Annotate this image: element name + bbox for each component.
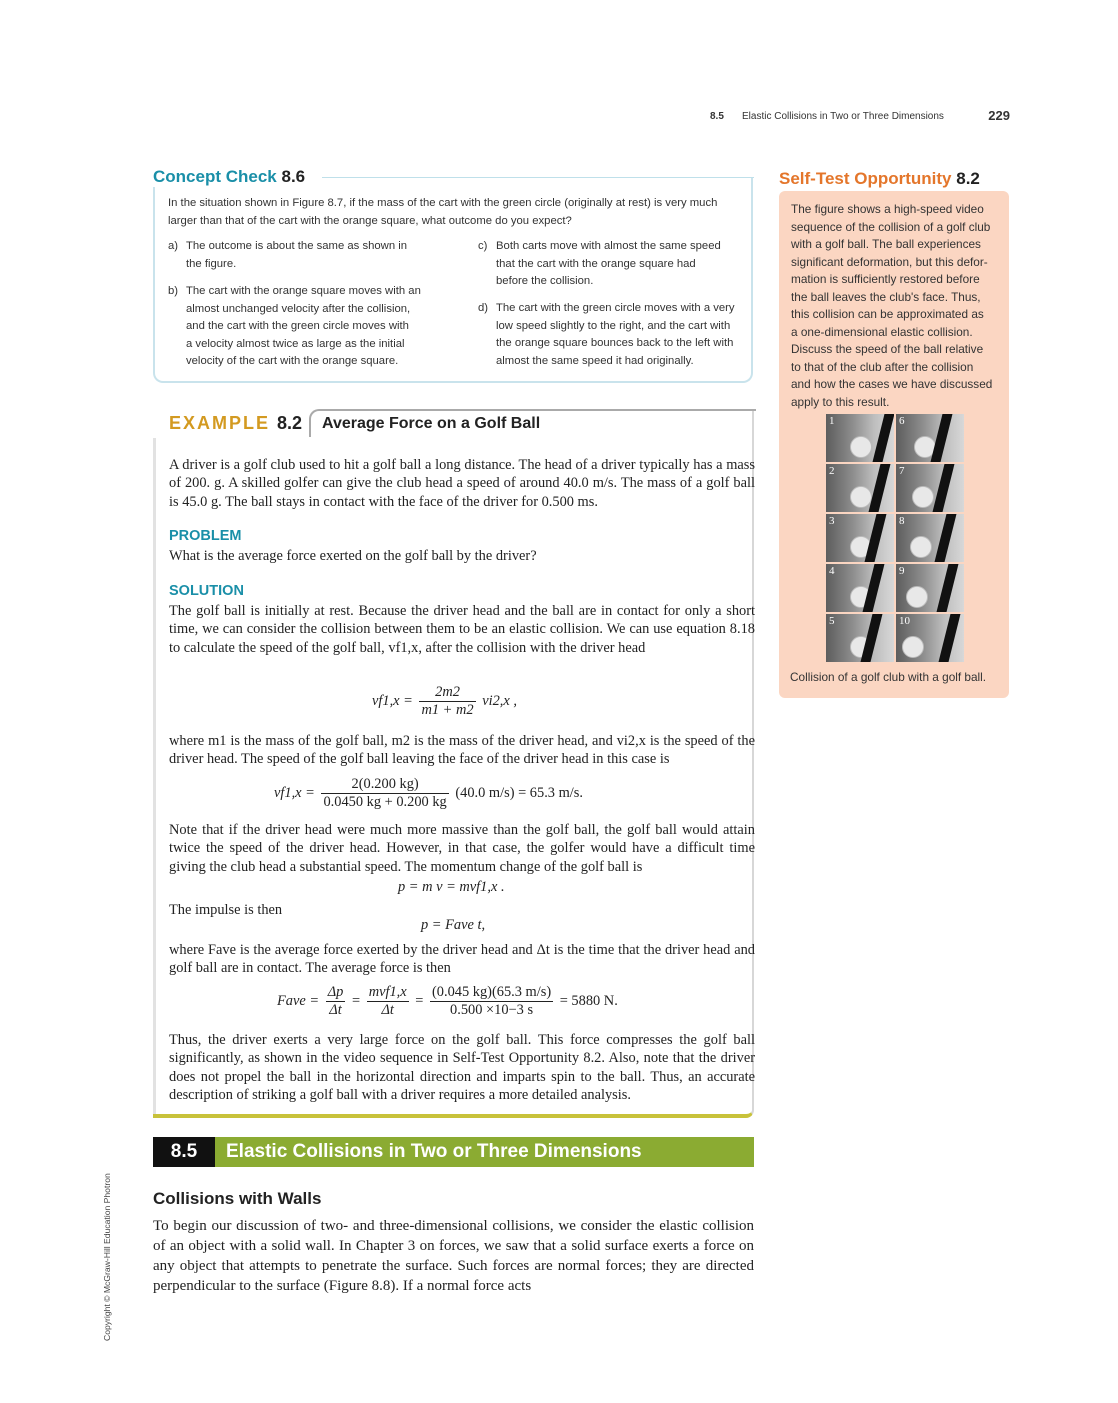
- concept-check-rule: [322, 177, 754, 178]
- frame-number: 10: [899, 615, 910, 627]
- option-a: [168, 238, 458, 274]
- problem-text: What is the average force exerted on the golf ball by the driver?: [169, 548, 537, 564]
- option-line: a velocity almost twice as large as the initial: [186, 337, 405, 350]
- solution-paragraph-4: where Fave is the average force exerted by the driver head and Δt is the time that the driver head and golf ball are in contact. The average force is then: [169, 942, 755, 977]
- eq2-rhs: (40.0 m/s) = 65.3 m/s.: [455, 784, 583, 801]
- concept-check-number: 8.6: [281, 167, 306, 186]
- equals-sign: =: [351, 992, 361, 1009]
- eq1-lhs: vf1,x =: [372, 692, 413, 709]
- self-test-line: with a golf ball. The ball experiences: [791, 237, 981, 251]
- copyright-credit: Copyright © McGraw-Hill Education Photron: [102, 1173, 112, 1341]
- self-test-line: mation is sufficiently restored before: [791, 272, 980, 286]
- equation-2: [274, 776, 583, 811]
- self-test-line: to that of the club after the collision: [791, 359, 974, 374]
- example-conclusion: Thus, the driver exerts a very large force on the golf ball. This force compresses the golf ball significantly, as shown in the video sequence in Self-Test Opportunity 8.2. Also, note that the driver does not propel the ball in the horizontal direction and imparts spin to the ball. Thus, an accurate description of striking a golf ball with a driver requires a more detailed analysis.: [169, 1032, 755, 1103]
- eq1-rhs: vi2,x ,: [482, 692, 517, 709]
- example-left-rule: [153, 438, 156, 1114]
- option-d: [478, 300, 748, 372]
- video-frame: [896, 564, 964, 612]
- section-number: 8.5: [170, 1141, 198, 1162]
- video-frame: [826, 614, 894, 662]
- video-frame: [826, 514, 894, 562]
- eq1-num: 2m2: [419, 684, 475, 702]
- frame-number: 7: [899, 465, 905, 477]
- eq5-f2-den: Δt: [381, 1002, 394, 1018]
- option-line: before the collision.: [496, 275, 594, 287]
- solution-paragraph-3: Note that if the driver head were much more massive than the golf ball, the golf ball would attain twice the speed of the driver head. However, in that case, the golfer would have a difficult time giving the club head a substantial speed. The momentum change of the golf ball is: [169, 822, 755, 875]
- self-test-line: apply to this result.: [791, 394, 890, 409]
- example-number: 8.2: [277, 413, 303, 433]
- option-b: [168, 283, 458, 373]
- eq5-lhs: Fave =: [277, 992, 320, 1009]
- example-label: [169, 413, 302, 434]
- frame-number: 8: [899, 515, 905, 527]
- eq5-f1-den: Δt: [329, 1002, 342, 1018]
- option-line: The outcome is about the same as shown in: [186, 240, 408, 252]
- frame-number: 5: [829, 615, 835, 627]
- video-frame: [826, 414, 894, 462]
- eq5-f3-den: 0.500 ×10−3 s: [450, 1002, 534, 1018]
- eq5-fraction-2: [367, 984, 409, 1019]
- eq5-f2-num: mvf1,x: [368, 984, 407, 1000]
- equation-5: [277, 984, 618, 1019]
- header-section-number: 8.5: [710, 111, 724, 122]
- golf-collision-video-sequence: [826, 414, 964, 660]
- equation-3: [398, 879, 505, 896]
- frame-number: 9: [899, 565, 905, 577]
- eq3-text: p = m v = mvf1,x .: [398, 879, 505, 895]
- eq5-f1-num: Δp: [327, 984, 344, 1000]
- eq1-fraction: [419, 684, 475, 719]
- video-frame: [826, 564, 894, 612]
- option-label: b): [168, 285, 179, 297]
- option-line: and the cart with the green circle moves with: [186, 320, 409, 332]
- concept-check-heading: [153, 167, 311, 187]
- option-line: The cart with the orange square moves with an: [186, 285, 421, 297]
- option-line: the orange square bounces back to the left with: [496, 337, 734, 349]
- impulse-text: The impulse is then: [169, 902, 283, 918]
- video-frame: [826, 464, 894, 512]
- concept-check-label: Concept Check: [153, 167, 277, 186]
- body-paragraph: To begin our discussion of two- and three-dimensional collisions, we consider the elastic collision of an object with a solid wall. In Chapter 3 on forces, we saw that a solid surface exerts a force on any object that attempts to penetrate the surface. Such forces are normal forces; they are directed perpendicular to the surface (Figure 8.8). If a normal force acts: [153, 1218, 754, 1294]
- self-test-text: [791, 201, 999, 411]
- self-test-line: this collision can be approximated as: [791, 307, 984, 321]
- self-test-heading: [779, 169, 980, 189]
- self-test-line: significant deformation, but this defor-: [791, 254, 988, 269]
- header-section-title: Elastic Collisions in Two or Three Dimensions: [742, 111, 944, 122]
- option-line: that the cart with the orange square had: [496, 257, 696, 270]
- frame-number: 4: [829, 565, 835, 577]
- subsection-heading: Collisions with Walls: [153, 1189, 322, 1208]
- video-frame: [896, 514, 964, 562]
- option-c: [478, 238, 748, 292]
- eq1-den: m1 + m2: [421, 702, 474, 718]
- eq5-fraction-1: [326, 984, 346, 1019]
- self-test-label: Self-Test Opportunity: [779, 169, 952, 188]
- option-label: c): [478, 240, 488, 252]
- self-test-line: sequence of the collision of a golf club: [791, 219, 991, 234]
- option-line: almost unchanged velocity after the collision,: [186, 302, 411, 315]
- option-line: The cart with the green circle moves with a very: [496, 302, 735, 314]
- self-test-line: the ball leaves the club's face. Thus,: [791, 289, 981, 304]
- equals-sign: =: [415, 992, 424, 1009]
- concept-check-question: In the situation shown in Figure 8.7, if the mass of the cart with the green circle (originally at rest) is very much larger than that of the cart with the orange square, what outcome do you expect?: [168, 197, 718, 227]
- frame-number: 2: [829, 465, 835, 477]
- option-line: low speed slightly to the right, and the cart with: [496, 319, 731, 332]
- video-frame: [896, 614, 964, 662]
- self-test-number: 8.2: [956, 169, 980, 188]
- option-label: a): [168, 240, 179, 252]
- solution-paragraph-1: The golf ball is initially at rest. Because the driver head and the ball are in contact for only a short time, we can consider the collision between them to be an elastic collision. We can use equation 8.18 to calculate the speed of the golf ball, vf1,x, after the collision with the driver head: [169, 603, 755, 656]
- video-frame: [896, 464, 964, 512]
- self-test-line: Discuss the speed of the ball relative: [791, 342, 984, 356]
- example-word: EXAMPLE: [169, 413, 271, 433]
- example-intro: A driver is a golf club used to hit a golf ball a long distance. The head of a driver typically has a mass of 200. g. A skilled golfer can give the club head a speed of around 40.0 m/s. The mass of a golf ball is 45.0 g. The ball stays in contact with the face of the driver for 0.500 ms.: [169, 457, 755, 510]
- page-number: 229: [988, 108, 1010, 123]
- option-line: Both carts move with almost the same speed: [496, 240, 721, 252]
- frame-number: 1: [829, 415, 835, 427]
- eq2-num: 2(0.200 kg): [321, 776, 448, 794]
- section-title: Elastic Collisions in Two or Three Dimensions: [226, 1141, 642, 1162]
- eq5-rhs: = 5880 N.: [559, 992, 618, 1009]
- problem-heading: PROBLEM: [169, 528, 242, 544]
- eq5-fraction-3: [430, 984, 553, 1019]
- option-line: velocity of the cart with the orange square.: [186, 355, 399, 367]
- frame-number: 3: [829, 515, 835, 527]
- solution-heading: SOLUTION: [169, 583, 244, 599]
- eq5-f3-num: (0.045 kg)(65.3 m/s): [432, 984, 552, 1000]
- eq2-lhs: vf1,x =: [274, 784, 315, 801]
- eq2-fraction: [321, 776, 448, 811]
- equation-1: [372, 684, 517, 719]
- self-test-line: a one-dimensional elastic collision.: [791, 324, 973, 339]
- example-title: Average Force on a Golf Ball: [322, 415, 541, 432]
- self-test-line: and how the cases we have discussed: [791, 377, 993, 391]
- video-frame: [896, 414, 964, 462]
- eq4-text: p = Fave t,: [421, 917, 486, 933]
- solution-paragraph-2: where m1 is the mass of the golf ball, m2 is the mass of the driver head, and vi2,x is the speed of the driver head. The speed of the golf ball leaving the face of the driver head in this case is: [169, 733, 755, 768]
- option-line: almost the same speed it had originally.: [496, 354, 694, 367]
- option-label: d): [478, 302, 489, 314]
- option-line: the figure.: [186, 257, 237, 270]
- figure-caption: Collision of a golf club with a golf ball.: [790, 670, 987, 684]
- frame-number: 6: [899, 415, 905, 427]
- eq2-den: 0.0450 kg + 0.200 kg: [323, 794, 447, 810]
- equation-4: [421, 917, 485, 934]
- self-test-line: The figure shows a high-speed video: [791, 202, 984, 216]
- running-header: [710, 108, 1010, 126]
